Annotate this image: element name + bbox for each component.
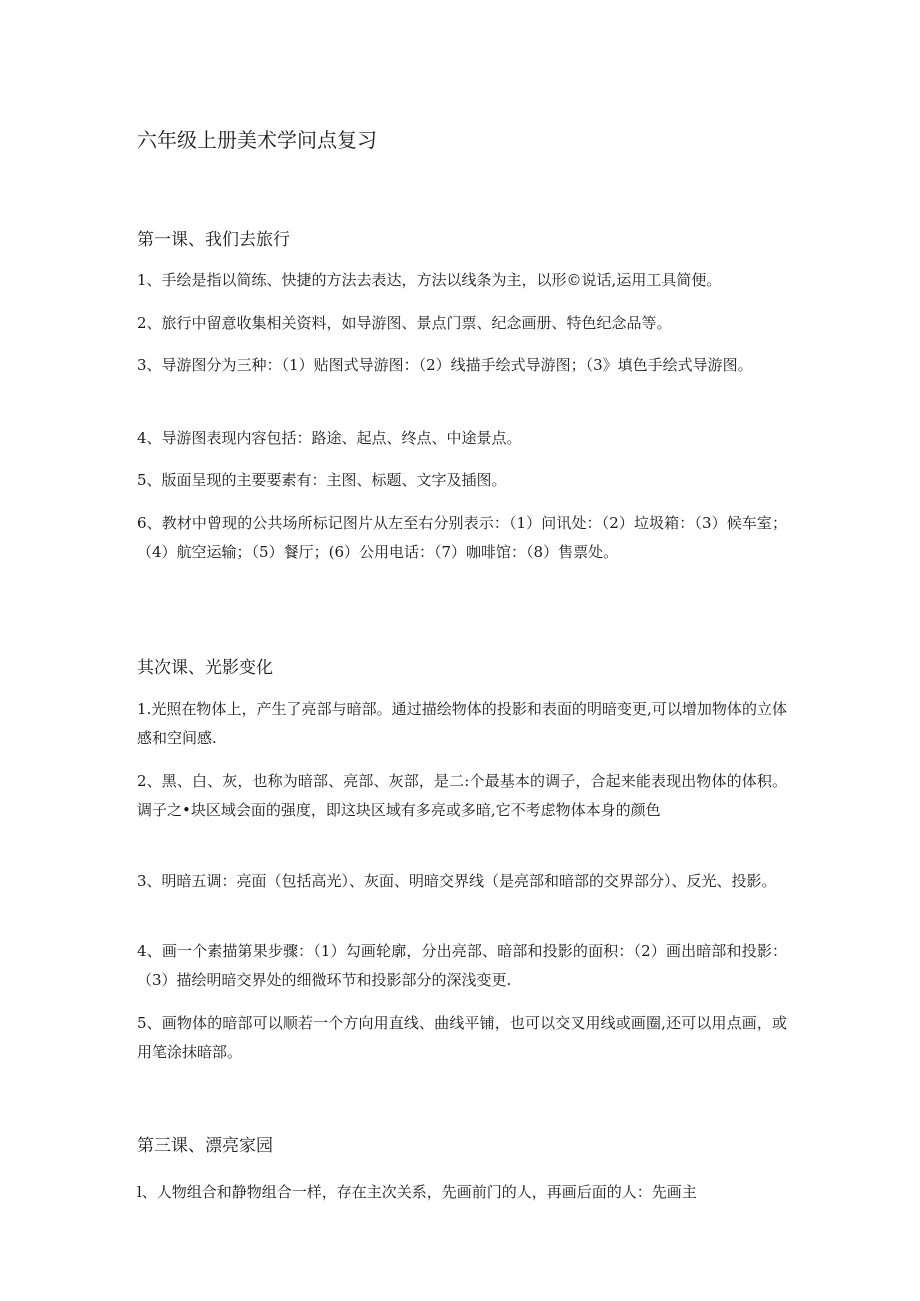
paragraph: 1、手绘是指以简练、快捷的方法去表达，方法以线条为主，以形©说话,运用工具简便。 [137, 271, 722, 289]
paragraph: 3、明暗五调：亮面（包括高光）、灰面、明暗交界线（是亮部和暗部的交界部分）、反光、投影。 [137, 872, 777, 890]
paragraph: l、人物组合和静物组合一样，存在主次关系，先画前门的人，再画后面的人：先画主 [137, 1183, 697, 1201]
paragraph: 4、画一个素描第果步骤：（1）勾画轮廓，分出亮部、暗部和投影的面积：（2）画出暗部和投影：（3）描绘明暗交界处的细微环节和投影部分的深浅变更. [137, 942, 787, 989]
page-title: 六年级上册美术学问点复习 [137, 128, 377, 152]
paragraph: 6、教材中曾现的公共场所标记图片从左至右分别表示：（1）问讯处：（2）垃圾箱：（3）候车室；（4）航空运输；（5）餐厅；(6）公用电话：（7）咖啡馆：（8）售票处。 [137, 514, 787, 561]
paragraph: 2、黑、白、灰，也称为暗部、亮部、灰部，是二:个最基本的调子，合起来能表现出物体的体积。调子之•块区域会面的强度，即这块区域有多亮或多暗,它不考虑物体本身的颜色 [137, 772, 787, 819]
paragraph: 4、导游图表现内容包括：路途、起点、终点、中途景点。 [137, 429, 522, 447]
paragraph: 5、版面呈现的主要要素有：主图、标题、文字及插图。 [137, 471, 507, 489]
section-heading-lesson-2: 其次课、光影变化 [137, 658, 273, 678]
paragraph: 1.光照在物体上，产生了亮部与暗部。通过描绘物体的投影和表面的明暗变更,可以增加物体的立体感和空间感. [137, 700, 787, 747]
paragraph: 2、旅行中留意收集相关资料，如导游图、景点门票、纪念画册、特色纪念品等。 [137, 314, 672, 332]
paragraph: 3、导游图分为三种：（1）贴图式导游图：（2）线描手绘式导游图；（3》填色手绘式导游图。 [137, 356, 753, 374]
section-heading-lesson-1: 第一课、我们去旅行 [137, 230, 290, 250]
section-heading-lesson-3: 第三课、漂亮家园 [137, 1136, 273, 1156]
paragraph: 5、画物体的暗部可以顺若一个方向用直线、曲线平铺，也可以交叉用线或画圈,还可以用点画，或用笔涂抹暗部。 [137, 1014, 787, 1061]
